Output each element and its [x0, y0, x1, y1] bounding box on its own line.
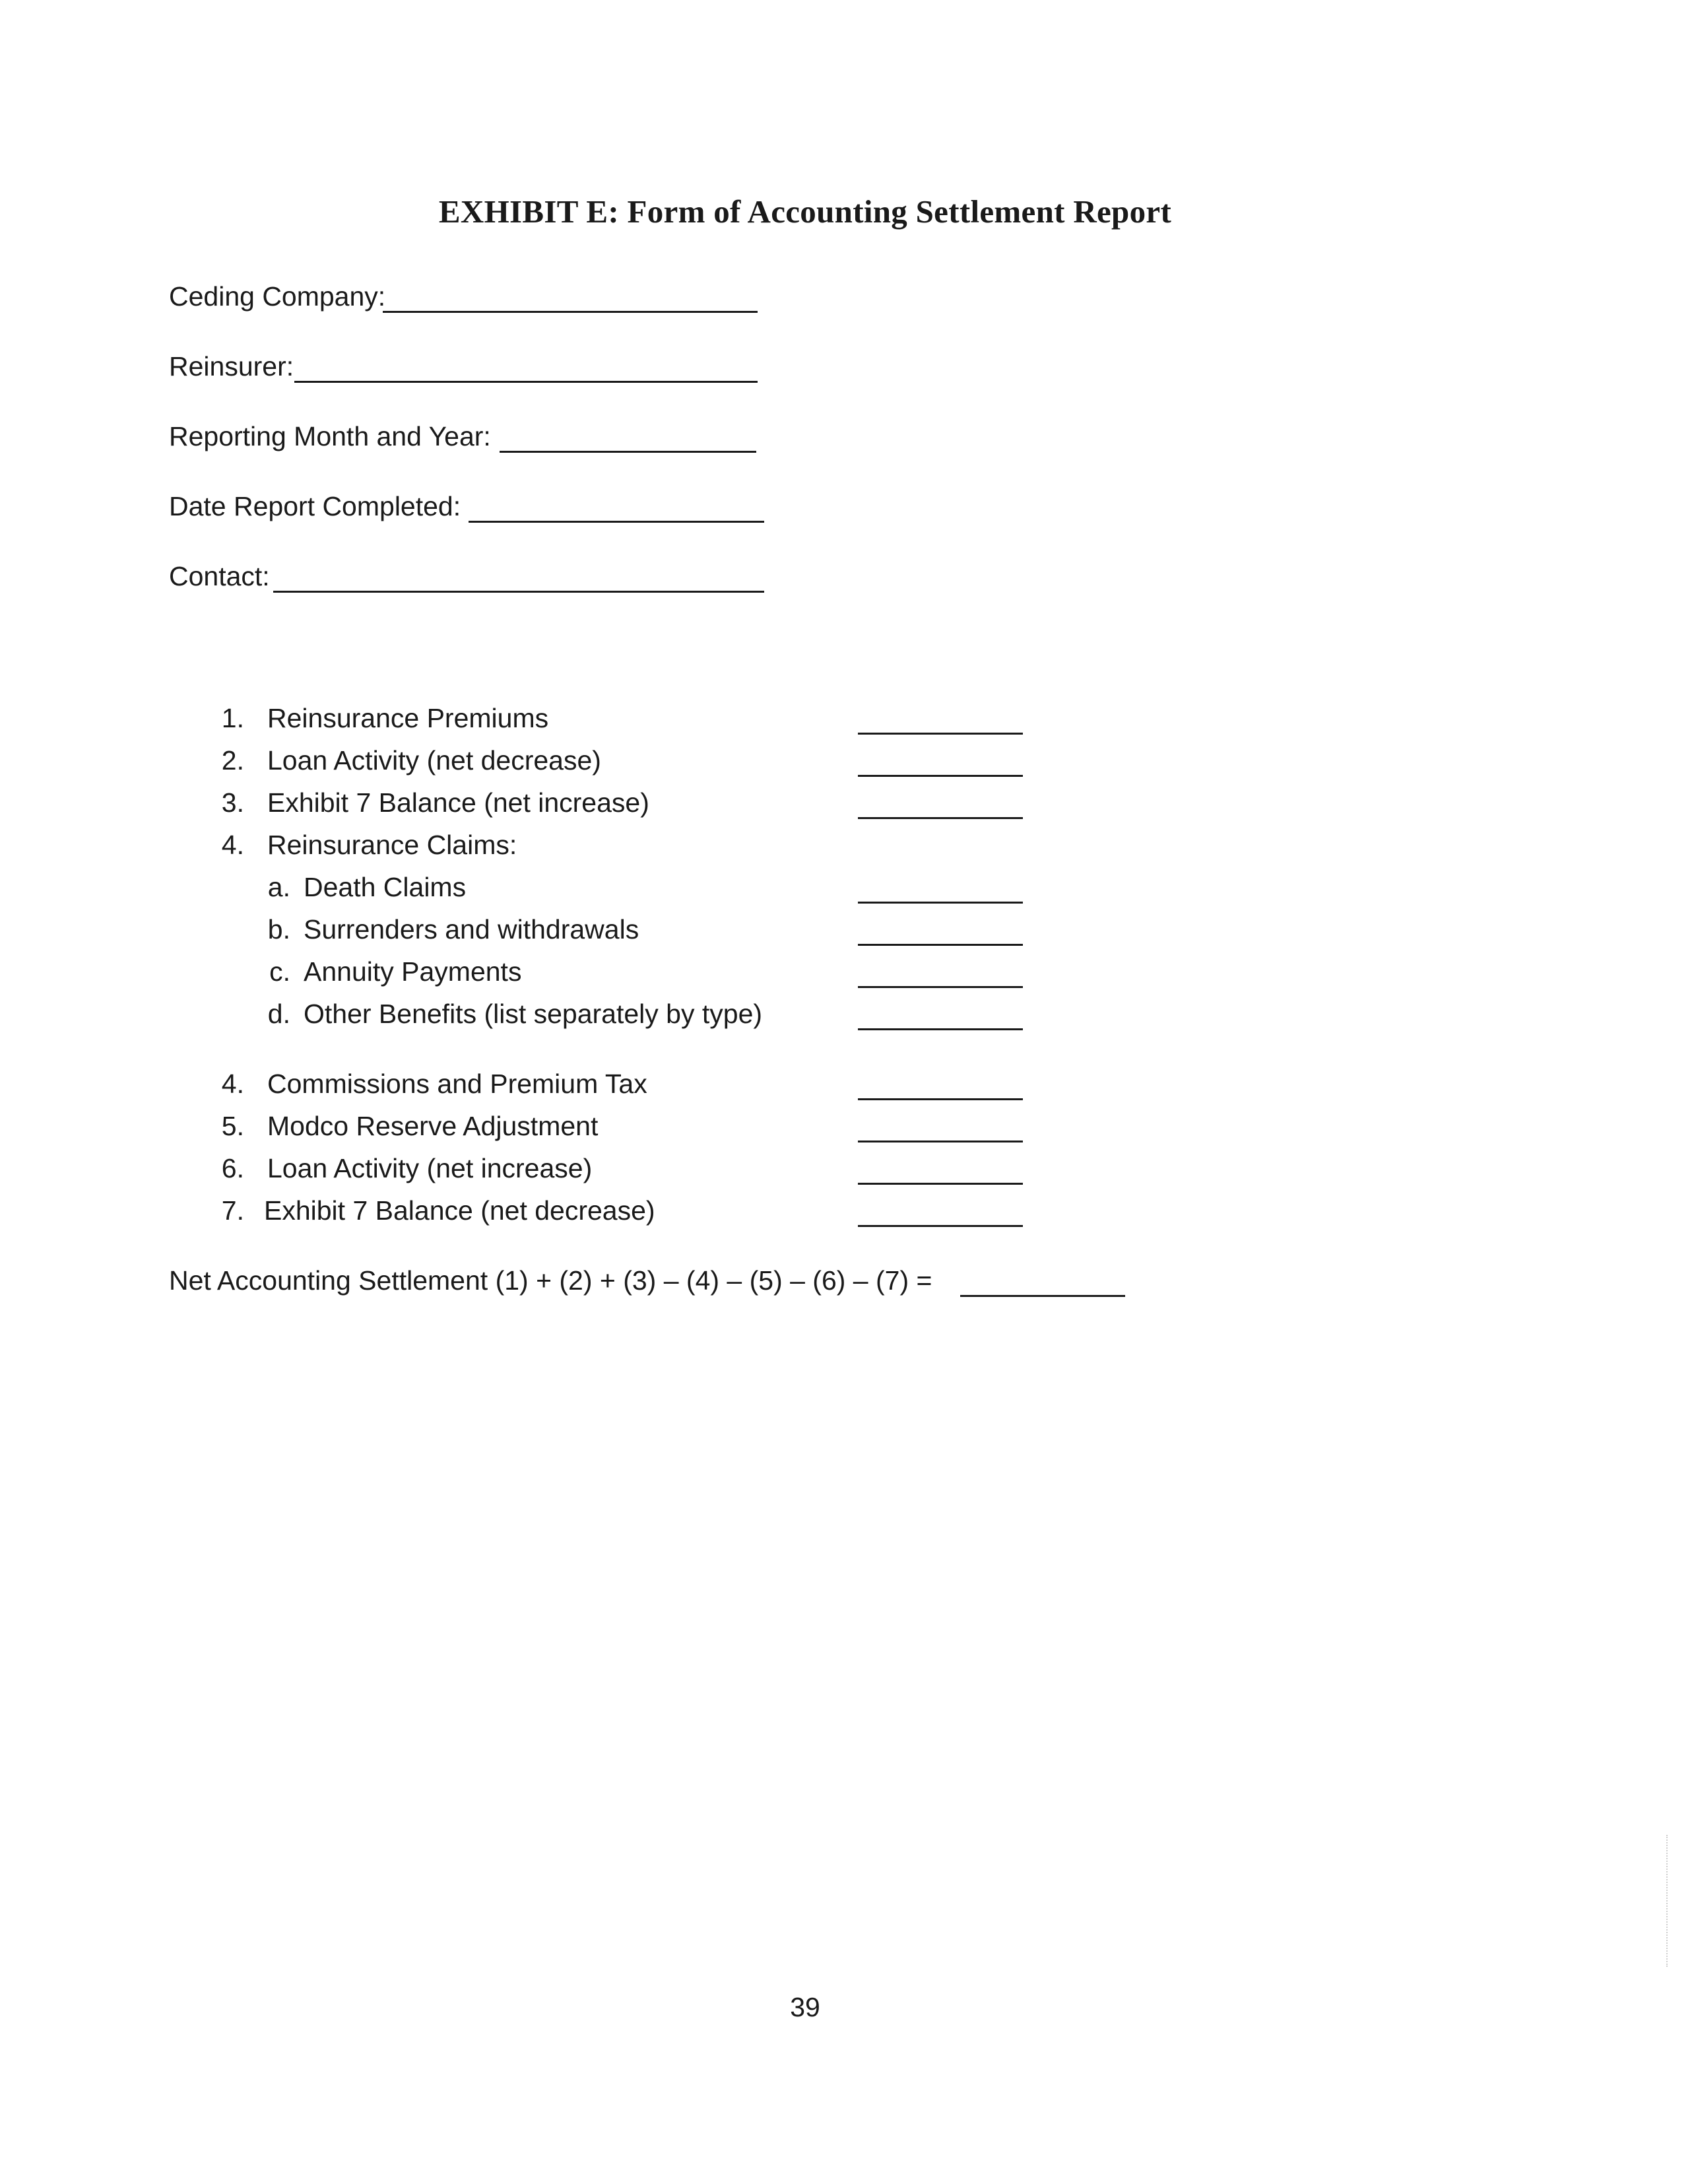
item-number: 6. [221, 1153, 244, 1183]
item-number: 1. [221, 703, 244, 733]
item-label: Loan Activity (net increase) [267, 1153, 593, 1183]
other-benefits-blank[interactable] [858, 1028, 1023, 1030]
item-number: 4. [221, 830, 244, 860]
item-label: Modco Reserve Adjustment [267, 1111, 599, 1141]
item-number: c. [269, 956, 290, 987]
reporting-month-year-label: Reporting Month and Year: [169, 421, 491, 451]
exhibit-7-increase-blank[interactable] [858, 817, 1023, 819]
reinsurer-label: Reinsurer: [169, 351, 294, 381]
item-label: Annuity Payments [304, 956, 522, 987]
page-number: 39 [790, 1992, 820, 2022]
ceding-company-blank[interactable] [383, 311, 758, 313]
item-label: Death Claims [304, 872, 467, 902]
ceding-company-field [169, 279, 385, 314]
net-settlement-label: Net Accounting Settlement (1) + (2) + (3) – (4) – (5) – (6) – (7) = [169, 1265, 932, 1296]
scan-artifact [1666, 1835, 1668, 1967]
reporting-month-year-blank[interactable] [500, 451, 756, 453]
modco-reserve-blank[interactable] [858, 1141, 1023, 1142]
item-label: Reinsurance Premiums [267, 703, 549, 733]
ceding-company-label: Ceding Company: [169, 281, 386, 312]
item-label: Surrenders and withdrawals [304, 914, 639, 944]
reinsurance-premiums-blank[interactable] [858, 733, 1023, 735]
item-number: 5. [221, 1111, 244, 1141]
item-number: b. [267, 914, 290, 944]
death-claims-blank[interactable] [858, 902, 1023, 904]
reinsurer-field [169, 349, 294, 383]
item-label: Exhibit 7 Balance (net decrease) [264, 1195, 655, 1226]
date-report-completed-label: Date Report Completed: [169, 491, 461, 521]
loan-activity-increase-blank[interactable] [858, 1183, 1023, 1185]
loan-activity-decrease-blank[interactable] [858, 775, 1023, 777]
item-number: 4. [221, 1069, 244, 1099]
commissions-premium-tax-blank[interactable] [858, 1098, 1023, 1100]
item-label: Commissions and Premium Tax [267, 1069, 647, 1099]
item-number: 2. [221, 745, 244, 776]
reinsurer-blank[interactable] [294, 381, 758, 383]
date-report-completed-field [169, 489, 461, 523]
item-number: 3. [221, 787, 244, 818]
contact-field [169, 559, 270, 593]
reporting-month-year-field [169, 419, 491, 453]
surrenders-withdrawals-blank[interactable] [858, 944, 1023, 946]
net-settlement-blank[interactable] [960, 1295, 1125, 1297]
item-number: 7. [221, 1195, 244, 1226]
date-report-completed-blank[interactable] [469, 521, 764, 523]
item-number: d. [267, 999, 290, 1029]
item-label: Loan Activity (net decrease) [267, 745, 601, 776]
item-label: Other Benefits (list separately by type) [304, 999, 763, 1029]
item-label: Exhibit 7 Balance (net increase) [267, 787, 649, 818]
contact-label: Contact: [169, 561, 270, 591]
exhibit-7-decrease-blank[interactable] [858, 1225, 1023, 1227]
annuity-payments-blank[interactable] [858, 986, 1023, 988]
page-title: EXHIBIT E: Form of Accounting Settlement Report [438, 193, 1172, 230]
item-label: Reinsurance Claims: [267, 830, 517, 860]
item-number: a. [267, 872, 290, 902]
contact-blank[interactable] [273, 591, 764, 593]
